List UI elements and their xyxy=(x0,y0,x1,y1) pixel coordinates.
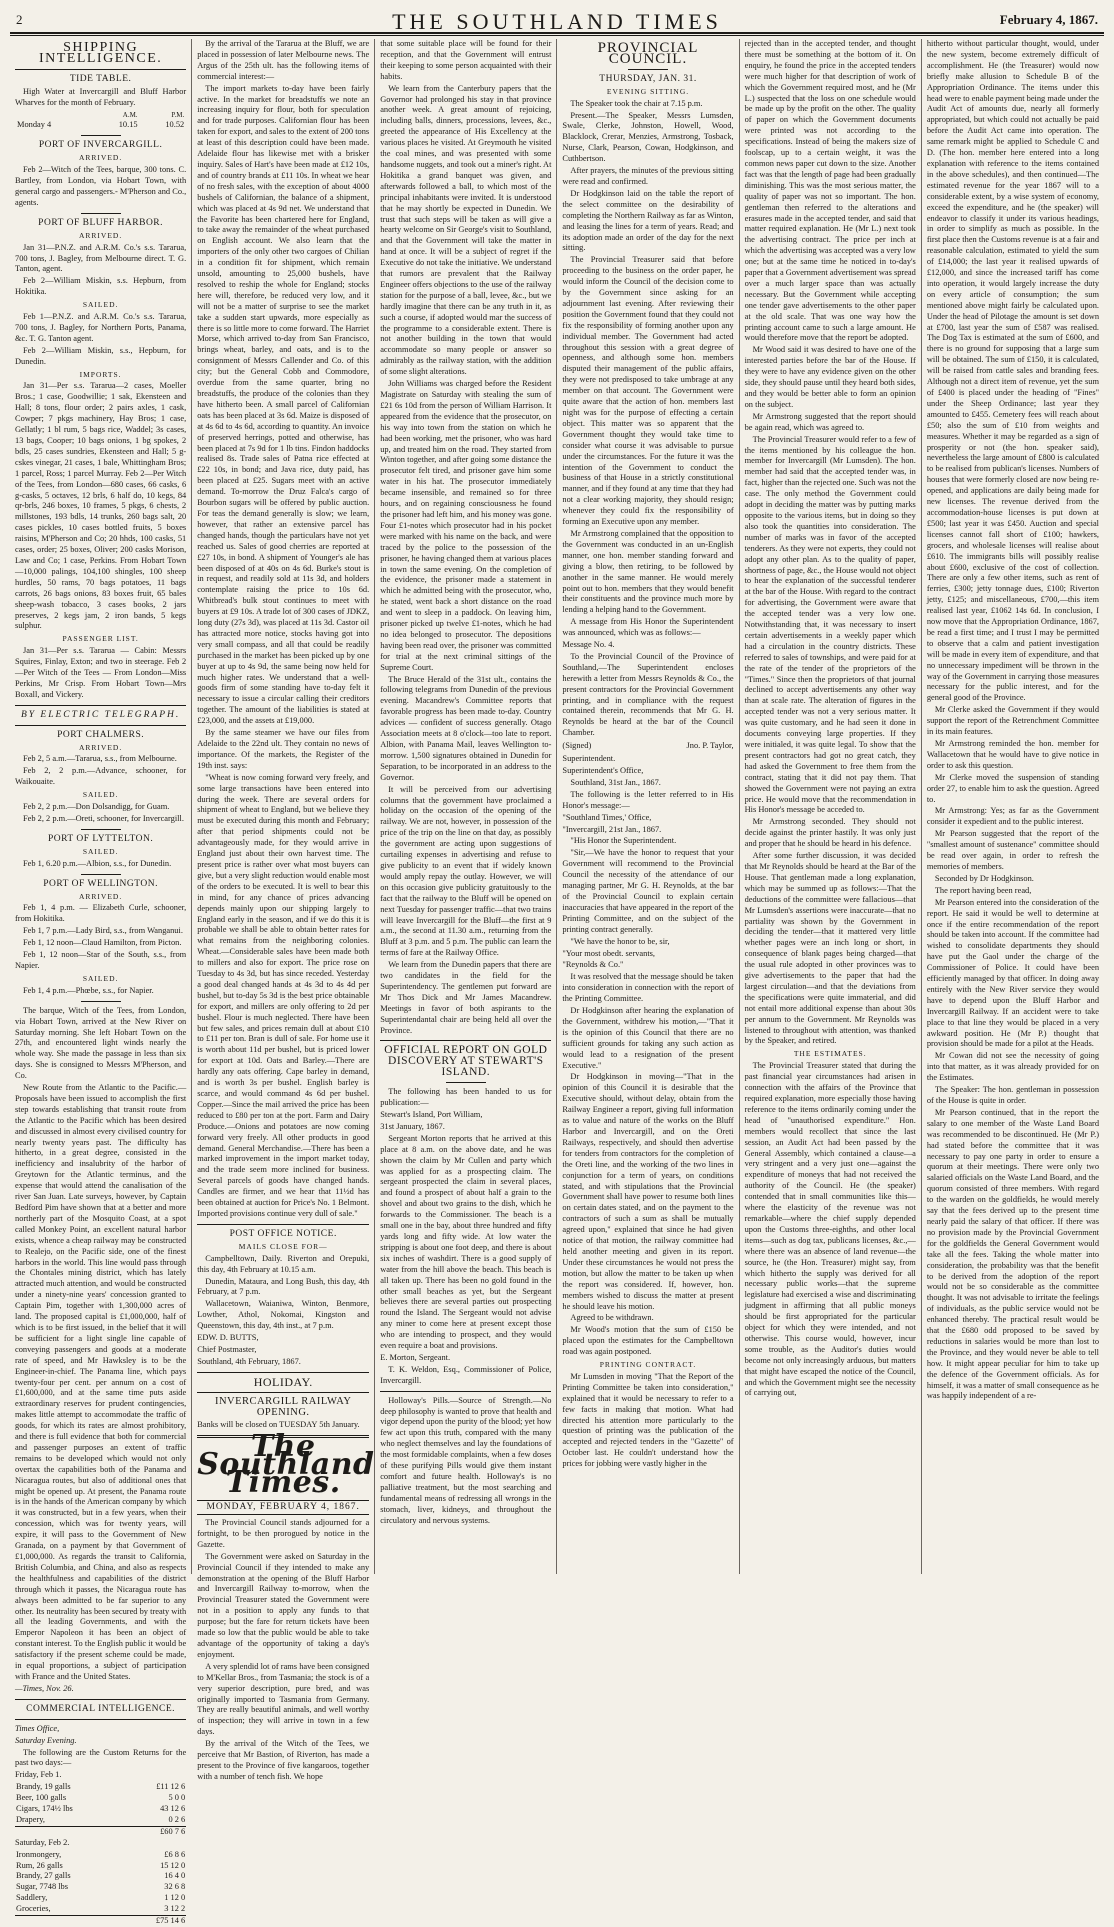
table-row: Rum, 26 galls 15 12 0 xyxy=(16,1860,186,1870)
shipping-entry: Feb 1, 12 noon—Claud Hamilton, from Picton. xyxy=(23,938,182,948)
commercial-heading: COMMERCIAL INTELLIGENCE. xyxy=(26,1703,176,1714)
letter-from: "Southland Times,' Office, xyxy=(562,812,652,822)
shipping-entry: Feb 1, 4 p.m.—Phœbe, s.s., for Napier. xyxy=(23,985,154,995)
saturday-customs-table xyxy=(15,1850,186,1927)
shipping-entry: Feb 1, 4 p.m. — Elizabeth Curle, schooner, from Hokitika. xyxy=(15,903,187,924)
imports-text: Jan 31—Per s.s. Tararua—2 cases, Moeller Bros.; 1 case, Goodwillie; 1 sak, Ekensteen and Hall; 8 tons, flour order; 2 pairs axles, 1 cask, Cowper; 7 pkgs machinery, Hay Bros; 1 case, Gellatly; 1 bl rum, 5 bags rice, Waddel; 3s cases, 13 bags, Cooper; 10 bags onions, 1 bg spokes, 2 bdls, 25 cases sundries, Ekensteen and Hall; 5 g-cskes vinegar, 21 cases, 1 bale, Whittingham Bros; 1 parcel, Ross; 1 parcel Murray. Feb 2—Per Witch of the Tees, from London—680 cases, 66 casks, 6 g-casks, 5 octaves, 12 brls, 6 half do, 10 kegs, 84 qr-brls, 246 boxes, 10 frames, 5 pkgs, 6 chests, 2 millstones, 193 bdls, 14 trunks, 260 bags salt, 20 cases pickles, 10 cases bottled fruits, 5 boxes raisins, M'Pherson and Co; 20 hhds, 100 casks, 51 cases, order; 25 boxes, Oliver; 200 casks Morison, Law and Co; 1 case, Perkins. From Hobart Town—10,000 palings, 104,100 shingles, 100 sheep hurdles, 50 rams, 70 bags potatoes, 11 bags carrots, 26 bags onions, 83 boxes fruit, 65 bales sheep-wash tobacco, 3 cases books, 2 jars preserves, 2 kegs jam, 2 iron bands, 5 kegs sulphur. xyxy=(15,381,187,631)
council-paragraph: Seconded by Dr Hodgkinson. xyxy=(934,873,1034,883)
gold-signature: E. Morton, Sergeant. xyxy=(380,1352,451,1362)
port-chalmers-heading: PORT CHALMERS. xyxy=(57,729,145,740)
post-entry: Wallacetown, Waianiwa, Winton, Benmore, Lowther, Athol, Nokomai, Kingston and Queenstown, this day, 4th inst., at 7 p.m. xyxy=(197,1299,370,1331)
total-row: £75 14 6 xyxy=(15,1916,186,1927)
new-route-article: New Route from the Atlantic to the Pacific.—Proposals have been issued to accomplish the first step towards establishing that transit route from the Atlantic to the Pacific which has been desired and discussed in almost every civilised country for nearly twenty years past. The difficulty has hitherto, in a great degree, consisted in the inefficiency and insalubrity of the harbor of Greytown for the Atlantic terminus, and the expense that would attend the canalisation of the river San Juan. Late surveys, however, by Captain Bedford Pim have shown that at a better and more northerly part of the Mosquito Coast, at a spot called Monkey Point, an excellent natural harbor exists, whence a cheap railway may be constructed to Realejo, on the Pacific side, one of the finest harbors in the world. This line would pass through the Chontales mining district, which has lately attracted much attention, and would be constructed under a ninety-nine years' concession granted to Captain Pim, together with 1,300,000 acres of land. The proposed capital is £1,000,000, half of which is to be first issued, in the belief that it will be sufficient for a light single line capable of conveying passengers and goods at a moderate rate of speed, and Mr Hawksley is to be the Engineer-in-chief. The Panama line, which pays twenty-four per cent. per annum on a cost of £1,600,000, and at the same time puts aside extraordinary reserves for prudent contingencies, makes little attempt to accommodate the traffic of goods, for which its rates are almost prohibitory, and there is full evidence that both for commercial and passenger purposes an extent of traffic remains to be developed which would not only overtax the capabilities both of the Panama and Nicaragua routes, but also of additional ones that might be opened up. At present, the Panama route is in the hands of the American company by which it was constructed, but in a few years, when their concession, which was for twenty years, will expire, it will pass to the Government of New Granada, on a payment by that Government of £1,000,000. As regards the transit to California, British Columbia, and China, and also as respects the healthfulness and capabilities of the district through which it passes, the Nicaragua route has always been admitted to be far superior to any other. Its neutrality has been secured by treaty with all the leading Governments, and with the Emperor Napoleon it has been an object of constant interest. To the English public it would be satisfactory if the present scheme could be made, in equal proportions, a subject of participation with France and the United States. xyxy=(15,1083,187,1681)
council-paragraph: Mr Armstrong suggested that the report should be again read, which was agreed to. xyxy=(744,411,916,432)
tide-intro: High Water at Invercargill and Bluff Harbor Wharves for the month of February. xyxy=(15,86,187,107)
arrived-label: ARRIVED. xyxy=(78,891,123,901)
council-paragraph: Mr Armstrong seconded. They should not decide against the printer hastily. It was only just and proper that he should be heard in his defence. xyxy=(744,817,916,849)
port-bluff-heading: PORT OF BLUFF HARBOR. xyxy=(38,217,164,228)
council-paragraph: The report having been read, xyxy=(934,885,1032,895)
message-signature xyxy=(562,741,733,752)
friday-customs-table xyxy=(15,1782,186,1838)
gold-address: Stewart's Island, Port William, xyxy=(380,1110,483,1119)
superintendent-office: Superintendent's Office, xyxy=(562,766,644,775)
arrived-label: ARRIVED. xyxy=(78,230,123,240)
editorial-paragraph: The Provincial Council stands adjourned for a fortnight, to be then prorogued by notice in the Gazette. xyxy=(197,1518,370,1549)
council-paragraph: Agreed to be withdrawn. xyxy=(570,1313,654,1323)
banner-title: The Southland Times. xyxy=(197,1429,375,1501)
divider xyxy=(15,705,186,706)
railway-heading: INVERCARGILL RAILWAY OPENING. xyxy=(214,1395,352,1418)
post-office-heading: POST OFFICE NOTICE. xyxy=(229,1228,337,1239)
imports-label: IMPORTS. xyxy=(79,369,122,379)
council-paragraph: To the Provincial Council of the Province of Southland,—The Superintendent encloses herewith a letter from Messrs Reynolds & Co., the present contractors for the Provincial Government printing, and in compliance with the request contained therein, recommends that Mr G. H. Reynolds be heard at the bar of the Council Chamber. xyxy=(562,651,734,738)
gold-report-heading: OFFICIAL REPORT ON GOLD DISCOVERY AT STEWART'S ISLAND. xyxy=(384,1044,548,1079)
editorial-paragraph: We learn from the Dunedin papers that there are two candidates in the field for the Superintendency. The gentlemen put forward are Mr Thos Dick and Mr James Macandrew. Meetings in favor of both aspirants to the Superintendantal chair are being held all over the Province. xyxy=(380,960,552,1035)
letter-body: "Sir,—We have the honor to request that your Government will recommend to the Provincial Council the necessity of the attendance of our managing partner, Mr G. H. Reynolds, at the bar of the Provincial Council to explain certain inaccuracies that have appeared in the report of the Printing Committee, and on the subject of the printing contract generally. xyxy=(562,848,734,934)
page-number: 2 xyxy=(16,12,23,27)
sailed-label: SAILED. xyxy=(82,300,119,310)
post-entry: Campbelltown, Daily. Riverton and Orepuki, this day, 4th February at 10.15 a.m. xyxy=(197,1253,370,1274)
railway-notice: Banks will be closed on TUESDAY 5th January. xyxy=(197,1420,360,1430)
port-lyttelton-heading: PORT OF LYTTELTON. xyxy=(47,833,154,844)
council-paragraph: The Provincial Treasurer would refer to a few of the items mentioned by his colleague the hon. member for Invercargill (Mr Lumsden). The hon. member had said that the accepted tender was, in fact, higher than the rejected one. Such was not the case. The only method the Government could adopt in deciding the matter was by putting marks opposite to the various items, but in doing so they also took the quantities into consideration. The number of marks was in favor of the accepted tenderers. As they were not experts, they could not adopt any other plan. As to the quality of paper, shortness of page, &c., the House would not object to hear the explanation of the successful tenderer at the bar of the House. With regard to the contract for advertising, the Government were aware that the accepted tender was a very low one. Notwithstanding that, it was necessary to insert certain advertisements in a weekly paper which had a circulation in the country districts. These referred to sales of townships, and were paid for at the rate of the tender of the proprietors of the "Times." Since then the proprietors of that journal declined to accept advertisements any other way than at scale rate. The alteration of figures in the accepted tender was not a very serious matter. It was quite customary, and he had seen it done in documents conveying large properties. If they were initialed, it was quite legal. To show that the present contractors had got no great catch, they had asked the Government to free them from the contract, stating that it did not pay them. That showed the Government were not paying an extra price. He would move that the recommendation in His Honor's message be acceded to. xyxy=(744,434,916,815)
divider xyxy=(81,1001,121,1002)
council-paragraph: The Provincial Treasurer said that before proceeding to the business on the order paper, he would inform the Council of the decision come to by the Government since asking for an adjournment last evening. After reviewing their position the Government found that they could not fix the responsibility of forming another upon any individual member. The Government had acted throughout this session with a great degree of openness, and although some hon. members disputed their management of the public affairs, they were not predisposed to take umbrage at any member on that account. The Government were quite aware that the action of hon. members last night was for the purpose of effecting a certain object. This matter was so apparent that the Government thought they would take time to consider what course it was advisable to pursue under the circumstances. For the future it was the intention of the Government to conduct the business of that House in a strictly constitutional manner, and if they found at any time that they had not a clear working majority, they should resign; whenever they could fix the responsibility of forming an Executive upon any member. xyxy=(562,255,734,527)
divider xyxy=(81,874,121,875)
shipping-entry: Feb 2—William Miskin, s.s. Hepburn, from Hokitika. xyxy=(15,276,187,297)
editorial-paragraph: By the arrival of the Witch of the Tees, we perceive that Mr Bastion, of Riverton, has made a present to the Province of five kangaroos, together with a number of tench fish. We hope xyxy=(197,1739,370,1781)
table-row: Saddlery, 1 12 0 xyxy=(16,1893,186,1903)
council-paragraph: Mr Wood said it was desired to have one of the interested parties before the bar of the House. If they were to have any evidence given on the other side, they should pause until they heard both sides, and they would be better able to form an opinion on the subject. xyxy=(744,345,916,409)
evening-sitting: EVENING SITTING. xyxy=(606,86,690,96)
council-paragraph: Dr Hodgkinson after hearing the explanation of the Government, withdrew his motion,—"That it is the opinion of this Council that there are no sufficient grounds for taking any such action as would lead to a resignation of the present Executive." xyxy=(562,1006,734,1070)
port-invercargill-heading: PORT OF INVERCARGILL. xyxy=(38,140,163,151)
port-wellington-heading: PORT OF WELLINGTON. xyxy=(43,878,158,889)
council-paragraph: After prayers, the minutes of the previous sitting were read and confirmed. xyxy=(562,166,734,186)
message-number: Message No. 4. xyxy=(562,640,615,650)
melbourne-news-intro: By the arrival of the Tararua at the Bluff, we are placed in possession of later Melbourne news. The Argus of the 25th ult. has the following items of commercial interest:— xyxy=(197,39,370,81)
column-5 xyxy=(740,39,922,1574)
council-paragraph: Present.—The Speaker, Messrs Lumsden, Swale, Clerke, Johnston, Howell, Wood, Blacklock, Crerar, Menzies, Armstrong, Tosback, Nurse, Clark, Pearson, Cowan, Hodgkinson, and Cuthbertson. xyxy=(562,110,734,164)
gold-intro: The following has been handed to us for publication:— xyxy=(380,1087,552,1108)
newspaper-title: THE SOUTHLAND TIMES xyxy=(392,9,722,34)
total-row: £60 7 6 xyxy=(15,1826,186,1837)
divider xyxy=(628,69,668,70)
editorial-paragraph: A very splendid lot of rams have been consigned to M'Kellar Bros., from Tasmania; the stock is of a very superior description, pure bred, and was originally imported to Tasmania from Germany. They are really beautiful animals, and well worthy of inspection; they will arrive in town in a few days. xyxy=(197,1661,370,1737)
masthead xyxy=(10,8,1104,34)
letter-date: "Invercargill, 21st Jan., 1867. xyxy=(562,824,662,834)
barque-article: The barque, Witch of the Tees, from London, via Hobart Town, arrived at the New River on Saturday morning. She left Hobart Town on the 27th, and encountered light winds nearly the whole way. She made the passage in less than six days. She is consigned to Messrs M'Pherson, and Co. xyxy=(15,1005,187,1081)
council-paragraph: Mr Clerke moved the suspension of standing order 27, to enable him to ask the question. Agreed to. xyxy=(926,772,1100,804)
council-paragraph: The Provincial Treasurer stated that during the past financial year circumstances had arisen in connection with the affairs of the Province that required explanation, more especially those having reference to the items ordinarily coming under the head of "unauthorised expenditure." Hon. members would recollect that since the last session, an Audit Act had been passed by the General Assembly, which contained a clause—a very stringent and a very just one—against the expenditure of moneys that had not received the authority of the Council. He (the speaker) contended that in small communities like this—where the elasticity of the revenue was not remarkable—where the chief supply depended upon the Customs three-eighths, and other local items—such as dog tax, publicans licenses, &c.,—where there was an absence of land revenue—the source, he (the Hon. Treasurer) might say, from which hitherto the supply was derived for all necessary public works—that the supreme legislature had exercised a wise and discriminating judgment in affirming that all public moneys should be first appropriated for the particular object for which they were intended, and not otherwise. This course would, however, incur some trouble, as the Auditor's duties would become not only increasingly arduous, but matters that might have escaped the notice of the Council, and which the Government might see the necessity of carrying out, xyxy=(744,1061,916,1398)
council-paragraph: Mr Pearson continued, that in the report the salary to one member of the Waste Land Board was recommended to be discontinued. He (Mr P.) had stated before the committee that it was necessary to pay one party in order to ensure a quorum at their meetings. There were only two salaried officials on the Waste Land Board, and the quorum consisted of three members. With regard to the warden on the goldfields, he would merely say that the fees derived up to the present time nearly paid the salary of that officer. If there was no provision made by the Provincial Government for the goldfields the General Government would take all the fees. Taking the whole matter into consideration, the probability was that the benefit to be derived from the adoption of the report would not be so considerable as the committee thought. It was not advisable to irritate the feelings of individuals, as the public service would not be enhanced thereby. The practical result would be that the £680 odd proposed to be saved by reductions in salaries would be more than lost to the Province, and they would never be able to tell how. It might appear peculiar for him to take up the defence of the Government officials. As for himself, it was a matter of small consequence as he was happily independent of a re- xyxy=(926,1107,1100,1401)
divider xyxy=(446,1082,486,1083)
council-paragraph: Mr Pearson entered into the consideration of the report. He said it would be well to determine at once if the entire recommendation of the report should be taken into account. If the committee had wished to consolidate departments they should have put the Gaol under the charge of the Commissioner of Police. It could have been efficiently managed by that officer. In doing away entirely with the New River service they would have to depend upon the Bluff Harbor and Invercargill Railway. If an accident were to take place to that line they would be placed in a very awkward position. He (Mr P.) thought that provision should be made for a pilot at the Heads. xyxy=(926,897,1100,1049)
shipping-entry: Feb 2—Witch of the Tees, barque, 300 tons. C. Bartley, from London, via Hobart Town, with general cargo and passengers.- M'Pherson and Co., agents. xyxy=(15,165,187,207)
council-paragraph: hitherto without particular thought, would, under the new system, become extremely difficult of accomplishment. He (the Treasurer) would now briefly make allusion to Schedule B of the Appropriation Ordinance. The items under this head were to enable payment being made under the Audit Act of amounts due, nearly all formerly appropriated, but which could not actually be paid before the Audit Act came into operation. The same remark might be applied to Schedule C and D. (The hon. member here entered into a long explanation with reference to the items contained in the above schedules), and then continued—The estimated revenue for the year 1867 will to a considerable extent, by a wise system of economy, exceed the expenditure, and he (the speaker) will endeavor to classify it under its various headings, in order to simplify as much as possible. In the first place then the Customs revenue is at a fair and reasonable calculation, estimated to yield the sum of £14,000; the last year it realised upwards of £12,000, and since the increased tariff has come into operation, it would largely increase the duty on every article of consumption; the sum mentioned above might fairly be calculated upon. Under the head of Pilotage the amount is set down at £700, last year the sum of £587 was realised. The Dog Tax is estimated at the sum of £600, and there is no ground for supposing that a large sum will be obtained. The sum of £150, it is calculated, will be raised from cattle sales and branding fees. Although not a direct item of revenue, yet the sum of £400 is placed under the heading of "Fines" under the Sheep Ordinance; last year they amounted to £455. Cemetery fees will reach about £50; also the sum of £10 from weights and measures. Whether it may be regarded as a sign of prosperity or not (the hon. speaker said), nevertheless the large amount of £800 is calculated to be realised from publican's licenses. Numbers of houses that were formerly closed are now being re-opened, and applications are daily being made for new licenses. The revenue derived from the accommodation-house licenses is put down at £500; last year it was £450. Auction and special licenses cannot fall short of £100; hawkers, grocers, and wholesale licenses will realise about £610. The immigrants bills will possibly realise about £600, exclusive of the cost of collection. There are only a few other items, such as rent of ferries, £300; jetty tonnage dues, £100; Riverton jetty, £125; and miscellaneous, £700,—this item realised last year, £1062 14s 6d. In conclusion, I now move that the Appropriation Ordinance, 1867, be read a first time; and I trust I may be permitted to observe that a calm and patient investigation will be made in every item of expenditure, and that no unnecessary impediment will be thrown in the way of the Government in carrying those measures necessary for the public interest, and for the general good of the Province. xyxy=(926,39,1100,703)
tide-table xyxy=(15,110,186,132)
sailed-label: SAILED. xyxy=(82,790,119,800)
divider xyxy=(81,829,121,830)
divider xyxy=(15,1699,186,1700)
divider xyxy=(197,1372,369,1373)
divider xyxy=(197,1224,369,1225)
editorial-paragraph: We learn from the Canterbury papers that the Governor had prolonged his stay in that province another week. A great amount of rejoicing, including balls, dinners, processions, levees, &c., greeted the appearance of His Excellency at the various places he visited. At Greymouth he visited the coal mines, and was presented with some handsome nuggets, and took out a miner's right. At Hokitika a grand banquet was given, and afterwards followed a ball, to which most of the principal inhabitants were invited. It is understood that he may shortly be expected in Dunedin. We trust that such steps will be taken as will give a hearty welcome on Sir George's visit to Southland, and that the Government will take the matter in hand at once. It will be a subject of regret if the Executive do not take the initiative. We understand that rumors are prevalent that the Railway Engineer offers objections to the use of the railway station for the purpose of a ball, levee, &c., but we hardly imagine that there can be any truth in it, as such a course, if adopted would mar the success of the programme to a considerable extent. There is not another building in the town that would accommodate so many people or answer so admirably as the railway station, with the addition of some slight alterations. xyxy=(380,83,552,377)
shipping-entry: Feb 2, 2 p.m.—Advance, schooner, for Waikouaite. xyxy=(15,766,187,787)
printing-contract-heading: PRINTING CONTRACT. xyxy=(599,1360,697,1370)
columns xyxy=(10,39,1104,1926)
council-paragraph: The Speaker took the chair at 7.15 p.m. xyxy=(570,98,703,108)
council-paragraph: After some further discussion, it was decided that Mr Reynolds should be heard at the Bar of the House. That gentleman made a long explanation, which may be summed up as follows:—That the deductions of the committee were fallacious—that Mr Lumsden's assertions were inaccurate—that no partiality was shown by the Government in deciding the tender—that it mattered very little whether pages were an inch long or short, in consequence of blank pages being charged—that the usual rule adopted in other provinces was to give advertisements to the paper that had the largest circulation—and that the deviations from the specifications were quite immaterial, and did not entail more additional expense than about 30s per annum to the Government. Mr Reynolds was listened to throughout with attention, was thanked by the Speaker, and retired. xyxy=(744,851,916,1046)
issue-date: February 4, 1867. xyxy=(999,12,1098,27)
editorial-paragraph: The Government were asked on Saturday in the Provincial Council if they intended to make any demonstration at the opening of the Bluff Harbor and Invercargill Railway to-morrow, when the Provincial Treasurer stated the Government were not in a position to apply any funds to that purpose; but the fare for return tickets have been made so low that the public would be able to take advantage of the opportunity of taking a day's enjoyment. xyxy=(197,1551,370,1659)
adelaide-markets: "Wheat is now coming forward very freely, and some large transactions have been entered into during the week. There are several orders for shipment of wheat to England, but we believe they must be executed during this month and February; after that period shipments could not be advantageously made, for they would arrive in England just about their own harvest time. The present price is rather over what most buyers can give, but a very slight reduction would enable most of the orders to be executed. It is well to bear this in mind, for any chance of prices advancing depends mainly upon our shipping largely to England early in the season, and if we do this it is probable we shall be able to obtain better rates for what remains from the neighboring colonies. Wheat.—Considerable sales have been made both to millers and also for export. The price rose on Tuesday to 4s 3d, but has since receded. Yesterday a good deal changed hands at 4s 3d to 4s 4d per bushel, but to-day 5s 3d is the best price obtainable for export, and millers are only offering to 2d per bushel. Flour is much neglected. There have been but few sales, and prices remain dull at about £10 to £11 per ton. Bran is dull of sale. For home use it is worth about 11d per bushel, but is priced lower for export at 10d. Oats and Barley.—There are hardly any oats offering. Cape barley in demand, and is worth 3s per bushel. English barley is scarce, and would command 4s 6d per bushel. Copper.—Since the mail arrived the price has been reduced to £80 per ton at the port. Farm and Dairy Produce.—Onions and potatoes are now coming forward very freely. All other products in good demand. General Merchandise.—There has been a marked improvement in the import market today, and the trade seem more inclined for business. Several parcels of goods have changed hands. Candles are firmer, and we hear that 11½d has been obtained at auction for Price's No. 1 Belmont. Imported provisions continue very dull of sale." xyxy=(197,772,370,1218)
mails-close-label: MAILS CLOSE FOR— xyxy=(238,1241,328,1251)
holloway-pills-advert: Holloway's Pills.—Source of Strength.—No deep philosophy is wanted to prove that health and vigor depend upon the purity of the blood; yet how few act upon this truth, compared with the many who neglect themselves and lay the foundations of the most formidable complaints, when a few doses of these purifying Pills would give them instant comfort and future health. Holloway's is no palliative treatment, but the most searching and fundamental means of redressing all wrongs in the stomach, liver, kidneys, and throughout the circulatory and nervous systems. xyxy=(380,1395,552,1525)
tide-pm-header: P.M. xyxy=(171,110,185,119)
council-paragraph: Dr Hodgkinson laid on the table the report of the select committee on the desirability of completing the Northern Railway as far as Winton, and leasing the lines for a term of years. Read; and its adoption made an order of the day for the next sitting. xyxy=(562,188,734,253)
article-source: —Times, Nov. 26. xyxy=(15,1683,74,1693)
council-paragraph: Mr Armstrong complained that the opposition to the Government was conducted in an un-English manner, one hon. member standing forward and giving a blow, then retiring, to be followed by another in the same manner. He would merely point out to hon. members that they would benefit their constituents and the province much more by lending a helping hand to the Government. xyxy=(562,528,734,615)
letter-signature: "Reynolds & Co." xyxy=(562,960,624,970)
council-paragraph: Mr Lumsden in moving "That the Report of the Printing Committee be taken into consideration," explained that it would be necessary to refer to a few facts in making that motion. What had directed his attention more particularly to the question of printing was the publication of the accepted and rejected tenders in the "Gazette" of October last. He couldn't understand how the prices for jobbing were vastly higher in the xyxy=(562,1371,734,1469)
council-paragraph: A message from His Honor the Superintendent was announced, which was as follows:— xyxy=(562,617,734,638)
divider xyxy=(81,135,121,136)
gold-addressee: T. K. Weldon, Esq., Commissioner of Police, Invercargill. xyxy=(380,1364,552,1385)
post-entry: Dunedin, Mataura, and Long Bush, this day, 4th February, at 7 p.m. xyxy=(197,1276,370,1297)
arrived-label: ARRIVED. xyxy=(78,153,123,163)
council-paragraph: Mr Clerke asked the Government if they would support the report of the Retrenchment Committee in its main features. xyxy=(926,705,1100,737)
shipping-entry: Feb 2, 2 p.m.—Don Dolsandigg, for Guam. xyxy=(23,802,170,812)
shipping-entry: Feb 2, 5 a.m.—Tararua, s.s., from Melbourne. xyxy=(23,754,177,764)
tide-am-value: 10.15 xyxy=(118,120,138,130)
tide-table-heading: TIDE TABLE. xyxy=(69,73,132,84)
thursday-heading: THURSDAY, JAN. 31. xyxy=(599,73,697,84)
shipping-entry: Feb 2, 2 p.m.—Oreti, schooner, for Invercargill. xyxy=(23,814,184,823)
council-paragraph: The Speaker: The hon. gentleman in possession of the House is quite in order. xyxy=(926,1085,1100,1105)
column-6 xyxy=(922,39,1104,1574)
council-paragraph: Mr Armstrong: Yes; as far as the Government consider it expedient and to the public interest. xyxy=(926,806,1100,827)
editorial-paragraph: It will be perceived from our advertising columns that the government have proclaimed a holiday on the occasion of the opening of the railway. We are not, however, in possession of the price of the trip on the line on that day, as possibly the government are acting upon suggestions of curtailing expenses in advertising and refuse to give publicity to an event that if widely known would amply repay the outlay. However, we will on this occasion give publicity gratuitously to the fact that the railway to the Bluff will be opened on next Tuesday for passenger traffic—that two trains will leave Invercargill for the Bluff—the first at 9 a.m., the second at 11.30 a.m., returning from the Bluff at 3 p.m. and 5 p.m. The public can learn the terms of fare at the Railway Office. xyxy=(380,784,552,958)
council-paragraph: Mr Wood's motion that the sum of £150 be placed upon the estimates for the Campbelltown road was again postponed. xyxy=(562,1325,734,1357)
gold-date: 31st January, 1867. xyxy=(380,1121,445,1131)
council-paragraph: Mr Pearson suggested that the report of the "smallest amount of sustenance" committee should be read over again, in order to refresh the memories of members. xyxy=(926,829,1100,871)
table-row: Sugar, 7748 lbs 32 6 8 xyxy=(16,1882,186,1892)
table-row: Groceries, 3 12 2 xyxy=(16,1904,186,1914)
tide-pm-value: 10.52 xyxy=(165,120,185,130)
letter-to: "His Honor the Superintendent. xyxy=(570,836,677,846)
table-row: Ironmongery, £6 8 6 xyxy=(16,1849,186,1859)
gold-body: Sergeant Morton reports that he arrived at this place at 8 a.m. on the above date, and he was shown the claim by Mr Cullen and party which was applied for as a prospecting claim. The sergeant prospected the claim in several places, and found a prospect of about half a grain to the shovel and about two grains to the dish, which he forwards to the Commissioner. The beach is a small one in the bay, about three hundred and fifty yards long and fifty wide. At low water the stripping is about one foot deep, and there is about six inches of washdirt. There is a good supply of water from the hill above the beach. This beach is all taken up. There has been no gold found in the other small beaches as yet, but the Sergeant believes there are several parties out prospecting round the Island. The Sergeant would not advise any miner to come here at present except those who are intending to prospect, and they would even require a boat and provisions. xyxy=(380,1133,552,1351)
passenger-text: Jan 31—Per s.s. Tararua — Cabin: Messrs Squires, Finlay, Exton; and two in steerage. Feb 2—Per Witch of the Tees — From London—Miss Perkins, Mr Crisp. From Hobart Town—Mrs Boxall, and Vickery. xyxy=(15,646,187,699)
sailed-label: SAILED. xyxy=(82,846,119,856)
editorial-dateline: MONDAY, FEBRUARY 4, 1867. xyxy=(197,1500,369,1515)
tide-day: Monday 4 xyxy=(17,120,52,130)
shipping-entry: Feb 1, 7 p.m.—Lady Bird, s.s., from Wanganui. xyxy=(23,926,183,936)
council-heading: PROVINCIAL COUNCIL. xyxy=(597,40,699,67)
table-row: Drapery, 0 2 6 xyxy=(16,1814,186,1824)
customs-intro: The following are the Custom Returns for the past two days:— xyxy=(15,1747,187,1768)
postmaster-name: EDW. D. BUTTS, xyxy=(197,1333,259,1343)
shipping-entry: Jan 31—P.N.Z. and A.R.M. Co.'s s.s. Tararua, 700 tons, J. Bagley, from Melbourne direct. T. G. Tanton, agent. xyxy=(15,242,187,274)
holiday-heading: HOLIDAY. xyxy=(253,1374,313,1389)
divider xyxy=(380,1391,551,1392)
telegraph-heading: BY ELECTRIC TELEGRAPH. xyxy=(20,709,181,720)
table-row: Brandy, 19 galls £11 12 6 xyxy=(16,1782,186,1792)
column-2 xyxy=(192,39,375,1781)
council-paragraph: Dr Hodgkinson in moving—"That in the opinion of this Council it is desirable that the Executive should, without delay, obtain from the Railway Engineer a report, giving full information as to value and nature of the works on the Bluff Harbor and Invercargill, and on the Oreti Railways, respectively, and should then advertise for tenders from contractors for the completion of the Oreti line, and the working of the two lines in conjunction for a term of years, on conditions stated, and with stipulations that the Provincial Government shall have power to resume both lines on certain dates stated, and on the payment to the contractors of such a sum as shall be mutually agreed upon," explained that since he had given notice of that motion, the railway committee had held another meeting and given in its report. Under these circumstances he would not press the motion, but allow the matter to be taken up when the report was considered. If, however, hon. members wished to discuss the matter at present he should leave his motion. xyxy=(562,1072,734,1311)
superintendent-date: Southland, 31st Jan., 1867. xyxy=(570,777,661,787)
postmaster-title: Chief Postmaster, xyxy=(197,1344,257,1354)
post-date: Southland, 4th February, 1867. xyxy=(197,1356,301,1366)
saturday-evening: Saturday Evening. xyxy=(15,1735,77,1745)
table-row: Beer, 100 galls 5 0 0 xyxy=(16,1793,186,1803)
times-office: Times Office, xyxy=(15,1723,60,1733)
editorial-paragraph: The Bruce Herald of the 31st ult., contains the following telegrams from Dunedin of the previous evening. Macandrew's Committee reports that favorable progress has been made to-day. Country advices — confident of success generally. Otago Association meets at 8 o'clock—too late to report. Albion, with Panama Mail, leaves Wellington to-morrow. 1,500 signatures obtained in Dunedin for Separation, to be incorporated in an address to the Governor. xyxy=(380,674,552,782)
tide-am-header: A.M. xyxy=(122,110,138,119)
column-1 xyxy=(10,39,192,1926)
saturday-heading: Saturday, Feb 2. xyxy=(15,1837,70,1847)
shipping-entry: Feb 2—William Miskin, s.s., Hepburn, for Dunedin. xyxy=(15,345,187,366)
adelaide-intro: By the same steamer we have our files from Adelaide to the 22nd ult. They contain no news of importance. Of the markets, the Register of the 19th inst. says: xyxy=(197,728,370,770)
council-paragraph: Mr Armstrong reminded the hon. member for Wallacetown that he would have to give notice in order to ask this question. xyxy=(926,739,1100,770)
divider xyxy=(81,213,121,214)
divider xyxy=(15,1719,186,1720)
sailed-label: SAILED. xyxy=(82,973,119,983)
council-paragraph: Mr Cowan did not see the necessity of going into that matter, as it was already provided for on the Estimates. xyxy=(926,1051,1100,1083)
column-3 xyxy=(375,39,557,1574)
estimates-heading: THE ESTIMATES. xyxy=(793,1049,867,1059)
table-row: Cigars, 174½ lbs 43 12 6 xyxy=(16,1804,186,1814)
editorial-paragraph: that some suitable place will be found for their reception, and that the Government will entrust their keeping to some person acquainted with their habits. xyxy=(380,39,552,81)
divider xyxy=(15,69,186,70)
signed-title: Superintendent. xyxy=(562,754,616,764)
melbourne-markets: The import markets to-day have been fairly active. In the market for breadstuffs we note an increasing inquiry for flour, both for speculation and for trade purposes. Californian flour has been taken for export, and sales to the extent of 200 tons at least of this description could have been made. Adelaide flour has likewise met with a brisker inquiry. Sales of Hart's have been made at £12 10s, and of country brands at £11 10s. In wheat we hear of no fresh sales, with the exception of about 4000 bushels of Californian, the balance of a shipment, which was placed at 4s 9d net. We understand that the Favorite has been chartered here for England, to take away the remainder of the wheat purchased on English account. We also learn that the importers of the only other two cargoes of Chilian in a condition fit for shipment, which remain unsold, amounting to 25,000 bushels, have resolved to reship the whole for England; stocks here will, therefore, be reduced very low, and it will not be a matter of surprise to see the market take a sudden start upwards, more especially as there is so little more to come forward. The Harriet Morse, which arrived to-day from San Francisco, brings wheat, barley, and oats, and is to the consignment of Messrs Callender and Co. of this city; but the General Cobb and Commodore, overdue from the same quarter, bring no breadstuffs, the produce of the colonies than they have hitherto been. A small parcel of Californian oats has been placed at 3s 6d. Maize is disposed of at 4s 6d to 4s 6d, according to quantity. An invoice of preserved herrings, potted and otherwise, has been placed at 7s 9d for 1 lb tins. Findon haddocks realised 8s. Trade sales of Patna rice effected at £22 10s, in bond; and Java rice, duty paid, has been placed at £25. Sugars meet with an active demand. To-morrow the Druz Falca's cargo of Bourbon sugars will be offered by public auction. For teas the demand generally is slow; we learn, however, that rather an extensive parcel has changed hands, though the particulars have not yet reached us. Sales of good cherries are reported at £27 10s, in bond. A shipment of Younger's ale has been disposed of at 40s on 4s 6d. Burke's stout is in request, and readily sold at 11s 3d, and holders contemplate raising the price to 10s 6d. Whitbread's bulk stout continues to meet with buyers at £9 10s. A trade lot of 300 cases of JDKZ, long duty (27s 3d), was placed at 11s 3d. Castor oil has attracted more notice, stocks having got into very small compass, and all that could be readily purchased in the market has been picked up by one buyer at up to 4s 9d, the same being now held for much higher rates. We understand that a well-goods firm of some standing have to-day felt it necessary to issue a circular calling their creditors together. The amount of the liabilities is stated at £23,000, and the assets at £19,000. xyxy=(197,83,370,726)
editorial-banner xyxy=(197,1429,375,1501)
shipping-entry: Feb 1—P.N.Z. and A.R.M. Co.'s s.s. Tararua, 700 tons, J. Bagley, for Northern Ports, Panama, &c. T. G. Tanton agent. xyxy=(15,312,187,343)
shipping-heading: SHIPPING INTELLIGENCE. xyxy=(38,40,163,66)
divider xyxy=(15,725,186,726)
letter-close-2: "Your most obedt. servants, xyxy=(562,948,656,958)
letter-close: "We have the honor to be, sir, xyxy=(570,936,670,946)
divider xyxy=(380,1040,551,1041)
arrived-label: ARRIVED. xyxy=(78,742,123,752)
friday-heading: Friday, Feb 1. xyxy=(15,1770,62,1780)
signed-label: (Signed) xyxy=(562,741,592,751)
council-paragraph: rejected than in the accepted tender, and thought there must be something at the bottom of it. On enquiry, he found the price in the accepted tenders were much higher for that description of work of which the Government required most, and he (Mr L.) suspected that the loss on one schedule would be made up by the profit on the other. The quality of paper on which the Government documents were printed was not according to the specifications. Instead of being the makers size of foolscap, up to a certain weight, it was the common news paper cut down to the size. Another fact was that the length of page had been gradually diminishing. This was the most serious matter, the quality of paper was not so important. The hon. gentleman then referred to the alterations and erasures made in the accepted tender, and said that matter required explanation. He (Mr L.) next took the advertising contract. The price per inch at which the advertising was accepted was a very low one; but at the same time he noticed in to-day's paper that a Government advertisement was spread over a much larger space than was actually necessary. But the Government while accepting one tender gave advertisements to the other paper at the old scale. That was one way how the printing account came to such a large amount. He would therefore move that the report be adopted. xyxy=(744,39,916,343)
council-paragraph: It was resolved that the message should be taken into consideration in connection with the report of the Printing Committee. xyxy=(562,972,734,1004)
shipping-entry: Feb 1, 6.20 p.m.—Albion, s.s., for Dunedin. xyxy=(23,858,172,868)
council-paragraph: The following is the letter referred to in His Honor's message:— xyxy=(562,789,734,810)
passenger-list-label: PASSENGER LIST. xyxy=(62,634,139,644)
table-row: Brandy, 27 galls 16 4 0 xyxy=(16,1871,186,1881)
column-4 xyxy=(557,39,739,1574)
divider xyxy=(197,1392,369,1393)
editorial-paragraph: John Williams was charged before the Resident Magistrate on Saturday with stealing the sum of £21 6s 10d from the person of William Harrison. It appeared from the evidence that the prosecutor, on his way into town from the station on which he had been working, met the prisoner, who was hard up, and treated him on the road. They started from Winton together, and after going some distance the prosecutor felt tired, and prisoner gave him some water in his hat. The prosecutor immediately became insensible, and remained so for three hours, and on regaining consciousness he found the prisoner had left him, and his money was gone. Four £1-notes which prosecutor had in his pocket were marked with his name on the back, and were traced by the police to the possession of the prisoner, he having changed them at various places in town the same evening. On the completion of the evidence, the prisoner made a statement in which he admitted being with the prosecutor, who, he stated, went back a short distance on the road and went to sleep in a paddock. On leaving him, prisoner picked up twelve £1-notes, which he had no idea belonged to prosecutor. The depositions having been read over, the prisoner was committed for trial at the next criminal sittings of the Supreme Court. xyxy=(380,379,552,672)
shipping-entry: Feb 1, 12 noon—Star of the South, s.s., from Napier. xyxy=(15,950,187,970)
signed-name: Jno. P. Taylor, xyxy=(686,741,734,751)
